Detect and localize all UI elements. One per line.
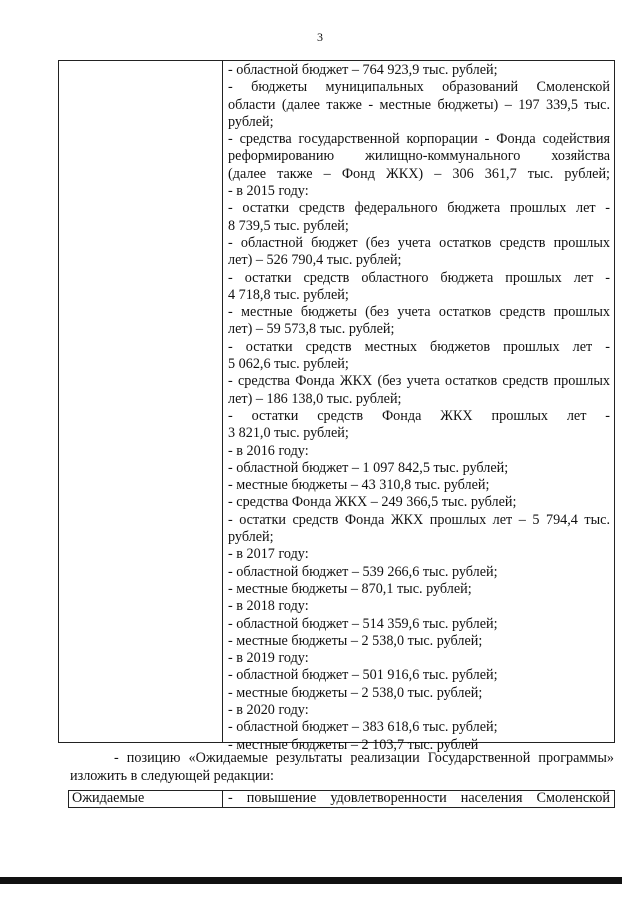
funding-line: - бюджеты муниципальных образований Смоленской	[228, 79, 610, 96]
funding-line: рублей;	[228, 529, 274, 546]
funding-line: - местные бюджеты – 870,1 тыс. рублей;	[228, 580, 472, 597]
funding-line: 4 718,8 тыс. рублей;	[228, 286, 349, 303]
funding-line: - областной бюджет – 501 916,6 тыс. рублей;	[228, 667, 498, 684]
funding-line: - местные бюджеты (без учета остатков средств прошлых	[228, 304, 610, 321]
funding-line: - остатки средств Фонда ЖКХ прошлых лет – 5 794,4 тыс.	[228, 511, 610, 528]
funding-line: 3 821,0 тыс. рублей;	[228, 425, 349, 442]
funding-line: - местные бюджеты – 2 538,0 тыс. рублей;	[228, 684, 483, 701]
funding-line: лет) – 526 790,4 тыс. рублей;	[228, 252, 402, 269]
funding-line: рублей;	[228, 113, 274, 130]
funding-line: реформированию жилищно-коммунального хозяйства	[228, 148, 610, 165]
funding-line: - остатки средств местных бюджетов прошлых лет -	[228, 338, 610, 355]
funding-line: - местные бюджеты – 43 310,8 тыс. рублей;	[228, 477, 490, 494]
funding-line: - в 2016 году:	[228, 442, 309, 459]
funding-line: - местные бюджеты – 2 103,7 тыс. рублей	[228, 736, 479, 753]
funding-line: - в 2020 году:	[228, 701, 309, 718]
funding-line: - остатки средств федерального бюджета прошлых лет -	[228, 200, 610, 217]
page-number: 3	[317, 30, 323, 44]
expected-results-label: Ожидаемые	[72, 790, 145, 806]
funding-line: 5 062,6 тыс. рублей;	[228, 356, 349, 373]
funding-line: - областной бюджет – 514 359,6 тыс. рублей;	[228, 615, 498, 632]
instruction-paragraph-line-1: - позицию «Ожидаемые результаты реализации Государственной программы»	[114, 750, 614, 766]
table-column-divider	[222, 60, 223, 743]
funding-line: - областной бюджет (без учета остатков средств прошлых	[228, 234, 610, 251]
expected-results-text: - повышение удовлетворенности населения Смоленской	[228, 790, 610, 806]
funding-line: - остатки средств областного бюджета прошлых лет -	[228, 269, 610, 286]
funding-line: - областной бюджет – 764 923,9 тыс. рублей;	[228, 62, 498, 78]
funding-line: - в 2019 году:	[228, 650, 309, 667]
funding-line: - в 2018 году:	[228, 598, 309, 615]
scan-bottom-edge	[0, 877, 622, 884]
funding-line: - областной бюджет – 1 097 842,5 тыс. рублей;	[228, 459, 509, 476]
funding-line: (далее также – Фонд ЖКХ) – 306 361,7 тыс. рублей;	[228, 165, 610, 182]
funding-line: лет) – 59 573,8 тыс. рублей;	[228, 321, 395, 338]
funding-line: - местные бюджеты – 2 538,0 тыс. рублей;	[228, 632, 483, 649]
funding-line: - в 2017 году:	[228, 546, 309, 563]
funding-details-cell	[228, 62, 610, 754]
funding-line: - в 2015 году:	[228, 183, 309, 200]
funding-line: - средства Фонда ЖКХ (без учета остатков средств прошлых	[228, 373, 610, 390]
funding-line: - остатки средств Фонда ЖКХ прошлых лет -	[228, 407, 610, 424]
funding-line: - областной бюджет – 539 266,6 тыс. рублей;	[228, 563, 498, 580]
funding-line: - средства государственной корпорации - Фонда содействия	[228, 131, 610, 148]
instruction-paragraph-line-2: изложить в следующей редакции:	[70, 768, 274, 784]
funding-line: - областной бюджет – 383 618,6 тыс. рублей;	[228, 719, 498, 736]
funding-line: 8 739,5 тыс. рублей;	[228, 217, 349, 234]
funding-line: - средства Фонда ЖКХ – 249 366,5 тыс. рублей;	[228, 494, 517, 511]
funding-line: лет) – 186 138,0 тыс. рублей;	[228, 390, 402, 407]
expected-results-divider	[222, 790, 223, 808]
funding-line: области (далее также - местные бюджеты) – 197 339,5 тыс.	[228, 96, 610, 113]
